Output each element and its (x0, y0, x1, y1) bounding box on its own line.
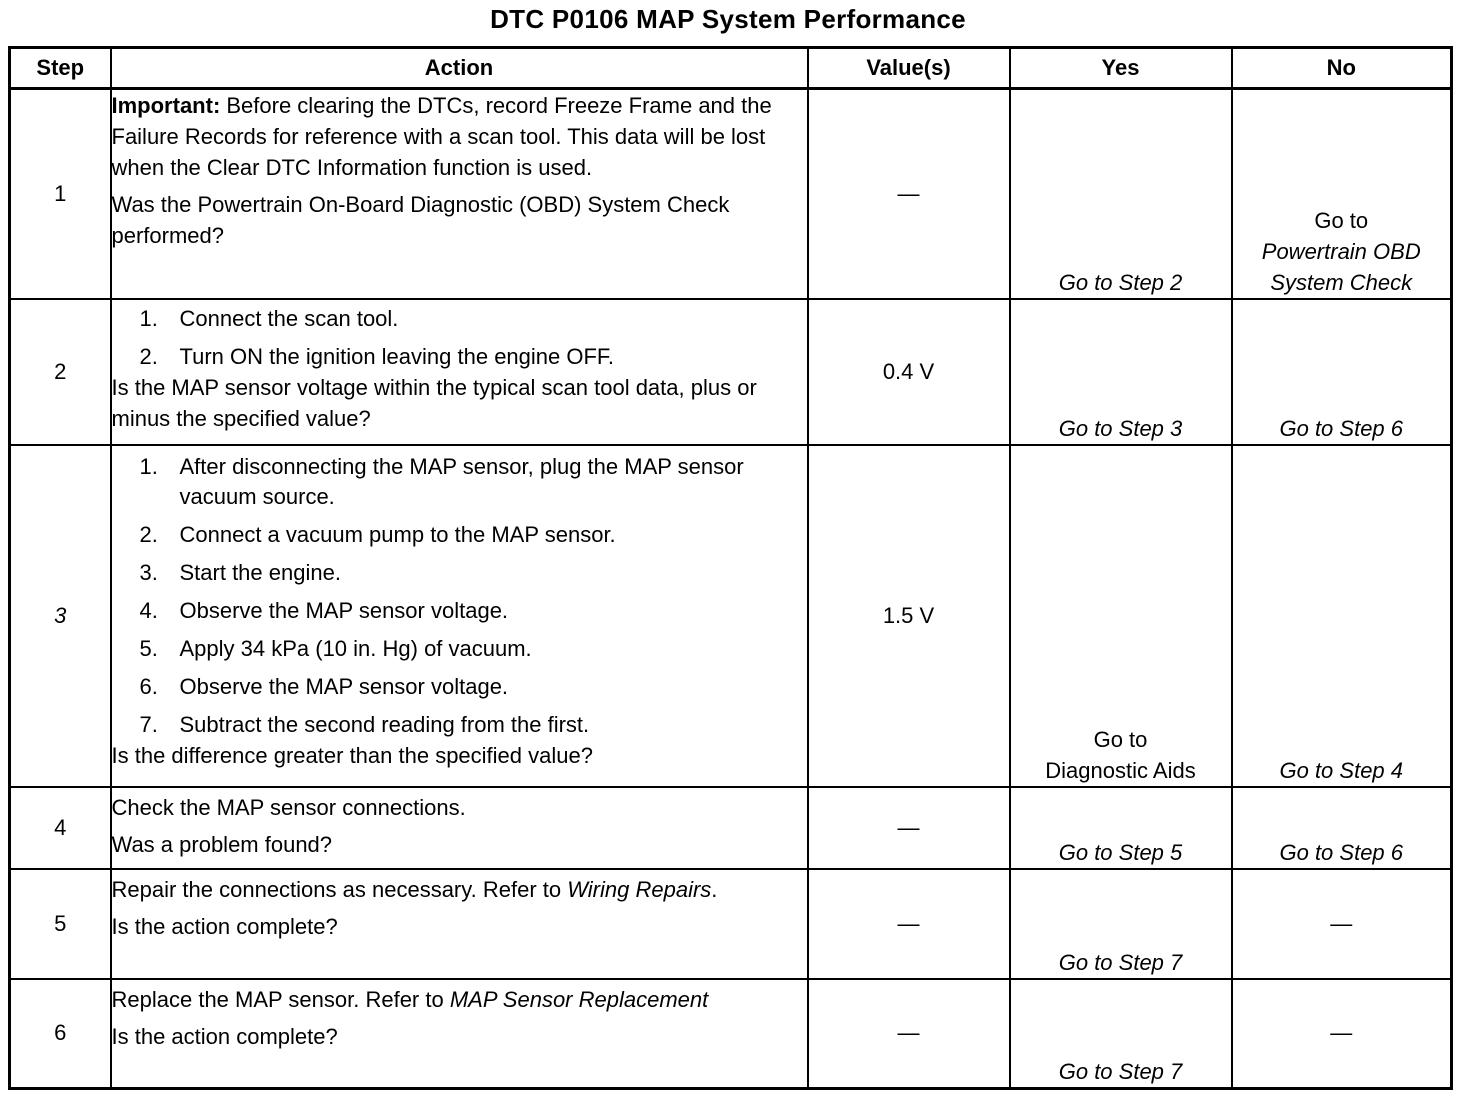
list-item: 2. Turn ON the ignition leaving the engine OFF. (139, 343, 615, 369)
action-steps (112, 452, 807, 740)
header-yes: Yes (1010, 48, 1232, 89)
step-number: 3 (10, 445, 111, 787)
table-row (10, 89, 1452, 299)
wiring-repairs-link[interactable]: Wiring Repairs (567, 876, 712, 902)
yes-link[interactable]: Go to Step 7 (1010, 979, 1232, 1089)
value-cell: — (808, 869, 1010, 979)
list-item: 3. Start the engine. (139, 559, 341, 585)
list-item: 7. Subtract the second reading from the first. (139, 711, 590, 737)
value-cell: — (808, 979, 1010, 1089)
header-no: No (1232, 48, 1452, 89)
list-item: 6. Observe the MAP sensor voltage. (139, 673, 509, 699)
value-cell: 1.5 V (808, 445, 1010, 787)
yes-link[interactable]: Go to Step 3 (1010, 299, 1232, 445)
no-prefix: Go to (1314, 207, 1369, 233)
action-steps (112, 304, 807, 372)
yes-link[interactable]: Diagnostic Aids (1045, 757, 1196, 783)
action-instruction: Repair the connections as necessary. Refer to Wiring Repairs. (111, 876, 718, 902)
table-row (10, 299, 1452, 445)
action-cell (111, 445, 808, 787)
action-cell (111, 299, 808, 445)
no-cell (1232, 89, 1452, 299)
table-row (10, 979, 1452, 1089)
list-item: 1. Connect the scan tool. (139, 305, 399, 331)
step-number: 4 (10, 787, 111, 869)
value-cell: — (808, 89, 1010, 299)
table-row (10, 445, 1452, 787)
header-action: Action (111, 48, 808, 89)
no-link[interactable]: Go to Step 4 (1232, 445, 1452, 787)
action-question: Is the MAP sensor voltage within the typical scan tool data, plus or minus the specified value? (111, 374, 757, 431)
action-cell (111, 787, 808, 869)
no-cell: — (1232, 979, 1452, 1089)
step-number: 5 (10, 869, 111, 979)
diagnostic-table (8, 46, 1453, 1090)
value-cell: — (808, 787, 1010, 869)
action-question: Is the action complete? (111, 1023, 338, 1049)
value-cell: 0.4 V (808, 299, 1010, 445)
yes-cell (1010, 445, 1232, 787)
step-number: 2 (10, 299, 111, 445)
table-row (10, 869, 1452, 979)
document-title: DTC P0106 MAP System Performance (490, 4, 966, 34)
header-step: Step (10, 48, 111, 89)
action-instruction: Replace the MAP sensor. Refer to MAP Sensor Replacement (111, 986, 709, 1012)
step-number: 1 (10, 89, 111, 299)
important-text: Before clearing the DTCs, record Freeze Frame and the Failure Records for reference with a scan tool. This data will be lost when the Clear DTC Information function is used. (111, 93, 772, 180)
action-instruction: Check the MAP sensor connections. (111, 794, 466, 820)
header-values: Value(s) (808, 48, 1010, 89)
table-header-row (10, 48, 1452, 89)
action-question: Was the Powertrain On-Board Diagnostic (OBD) System Check performed? (111, 192, 730, 248)
yes-prefix: Go to (1093, 726, 1148, 752)
list-item: 5. Apply 34 kPa (10 in. Hg) of vacuum. (139, 635, 532, 661)
no-cell: — (1232, 869, 1452, 979)
action-cell (111, 89, 808, 299)
list-item: 4. Observe the MAP sensor voltage. (139, 597, 509, 623)
action-cell (111, 979, 808, 1089)
important-note (112, 90, 807, 183)
action-cell (111, 869, 808, 979)
no-link[interactable]: Powertrain OBD System Check (1261, 238, 1421, 295)
action-question: Is the difference greater than the specified value? (111, 742, 593, 768)
map-sensor-replacement-link[interactable]: MAP Sensor Replacement (449, 986, 709, 1012)
no-link[interactable]: Go to Step 6 (1232, 299, 1452, 445)
no-link[interactable]: Go to Step 6 (1232, 787, 1452, 869)
action-question: Was a problem found? (111, 831, 333, 857)
step-number: 6 (10, 979, 111, 1089)
list-item: 1. After disconnecting the MAP sensor, plug the MAP sensor vacuum source. (139, 453, 744, 509)
yes-link[interactable]: Go to Step 2 (1010, 89, 1232, 299)
important-label: Important: (111, 93, 221, 118)
yes-link[interactable]: Go to Step 5 (1010, 787, 1232, 869)
table-row (10, 787, 1452, 869)
yes-link[interactable]: Go to Step 7 (1010, 869, 1232, 979)
list-item: 2. Connect a vacuum pump to the MAP sensor. (139, 521, 616, 547)
action-question: Is the action complete? (111, 913, 338, 939)
